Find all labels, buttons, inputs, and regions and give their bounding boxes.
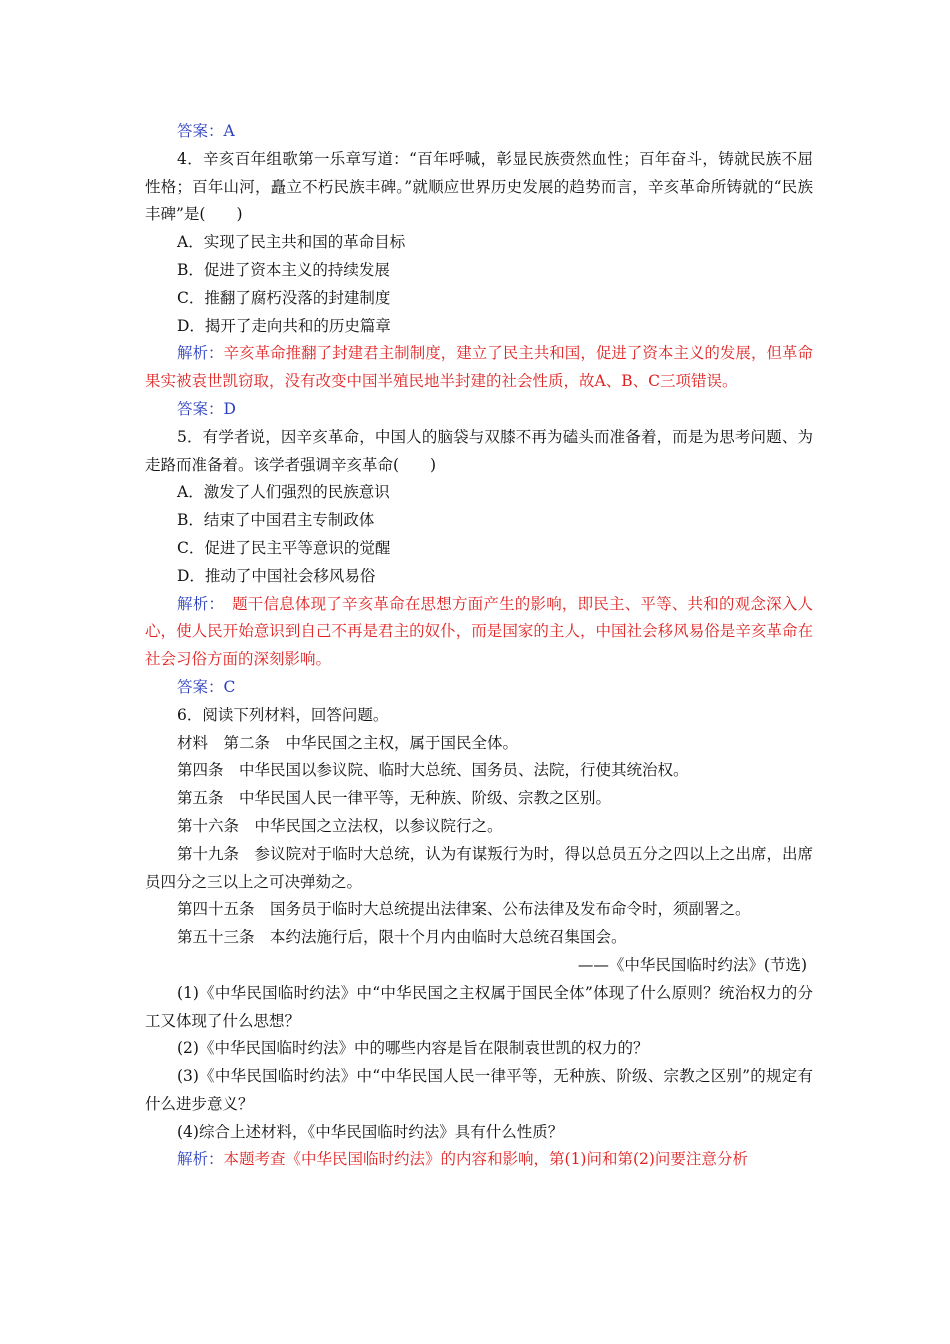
q5-option-a: A．激发了人们强烈的民族意识 (177, 483, 390, 502)
q4-answer (145, 396, 813, 424)
q3-answer (145, 118, 813, 146)
q6-material-line: 第四十五条 国务员于临时大总统提出法律案、公布法律及发布命令时，须副署之。 (177, 900, 751, 919)
q6-stem: 6．阅读下列材料，回答问题。 (177, 705, 389, 724)
analysis-text: 辛亥革命推翻了封建君主制制度，建立了民主共和国，促进了资本主义的发展，但革命果实被袁世凯窃取，没有改变中国半殖民地半封建的社会性质，故A、B、C三项错误。 (145, 344, 813, 391)
answer-value: C (223, 677, 236, 696)
q6-question-2: (2)《中华民国临时约法》中的哪些内容是旨在限制袁世凯的权力的？ (177, 1039, 649, 1058)
q5-answer (145, 674, 813, 702)
answer-value: A (223, 122, 235, 140)
q4-stem: 4．辛亥百年组歌第一乐章写道：“百年呼喊，彰显民族赍然血性；百年奋斗，铸就民族不屈性格；百年山河，矗立不朽民族丰碑。”就顺应世界历史发展的趋势而言，辛亥革命所铸就的“民族丰碑”是( ) (145, 149, 813, 224)
analysis-label: 解析： (177, 344, 224, 363)
q6-material-line: 第五条 中华民国人民一律平等，无种族、阶级、宗教之区别。 (177, 789, 612, 808)
answer-value: D (223, 399, 236, 418)
q5-analysis (145, 591, 813, 674)
analysis-text: 本题考查《中华民国临时约法》的内容和影响，第(1)问和第(2)问要注意分析 (223, 1150, 748, 1169)
q6-material-line: 第四条 中华民国以参议院、临时大总统、国务员、法院，行使其统治权。 (177, 761, 689, 780)
q6-question-3: (3)《中华民国临时约法》中“中华民国人民一律平等，无种族、阶级、宗教之区别”的规定有什么进步意义？ (145, 1067, 813, 1113)
analysis-text: 题干信息体现了辛亥革命在思想方面产生的影响，即民主、平等、共和的观念深入人心，使人民开始意识到自己不再是君主的奴仆，而是国家的主人，中国社会移风易俗是辛亥革命在社会习俗方面的深刻影响。 (145, 594, 813, 669)
q5-stem: 5．有学者说，因辛亥革命，中国人的脑袋与双膝不再为磕头而准备着，而是为思考问题、为走路而准备着。该学者强调辛亥革命( ) (145, 427, 813, 474)
q6-question-1: (1)《中华民国临时约法》中“中华民国之主权属于国民全体”体现了什么原则？统治权力的分工又体现了什么思想？ (145, 983, 813, 1030)
analysis-label: 解析： (177, 594, 217, 613)
q4-option-c: C．推翻了腐朽没落的封建制度 (177, 288, 391, 307)
q4-option-b: B．促进了资本主义的持续发展 (177, 260, 390, 279)
q6-analysis (145, 1146, 813, 1174)
document-page (145, 118, 813, 1174)
q5-option-d: D．推动了中国社会移风易俗 (177, 566, 376, 585)
q6-material-line: 第十九条 参议院对于临时大总统，认为有谋叛行为时，得以总员五分之四以上之出席，出席员四分之三以上之可决弹劾之。 (145, 844, 813, 891)
q6-question-4: (4)综合上述材料，《中华民国临时约法》具有什么性质？ (177, 1122, 564, 1141)
q4-analysis (145, 340, 813, 396)
q4-option-d: D．揭开了走向共和的历史篇章 (177, 316, 391, 335)
q6-material-line: 第十六条 中华民国之立法权，以参议院行之。 (177, 816, 503, 835)
q5-option-c: C．促进了民主平等意识的觉醒 (177, 538, 391, 557)
q6-material-line: 材料 第二条 中华民国之主权，属于国民全体。 (177, 733, 519, 752)
q6-source: ——《中华民国临时约法》(节选) (577, 955, 807, 974)
answer-label: 答案： (177, 399, 224, 418)
q4-option-a: A．实现了民主共和国的革命目标 (177, 233, 406, 252)
q6-material-line: 第五十三条 本约法施行后，限十个月内由临时大总统召集国会。 (177, 928, 627, 947)
answer-label: 答案： (177, 677, 224, 696)
q5-option-b: B．结束了中国君主专制政体 (177, 511, 375, 530)
answer-label: 答案： (177, 122, 224, 140)
analysis-label: 解析： (177, 1150, 224, 1169)
